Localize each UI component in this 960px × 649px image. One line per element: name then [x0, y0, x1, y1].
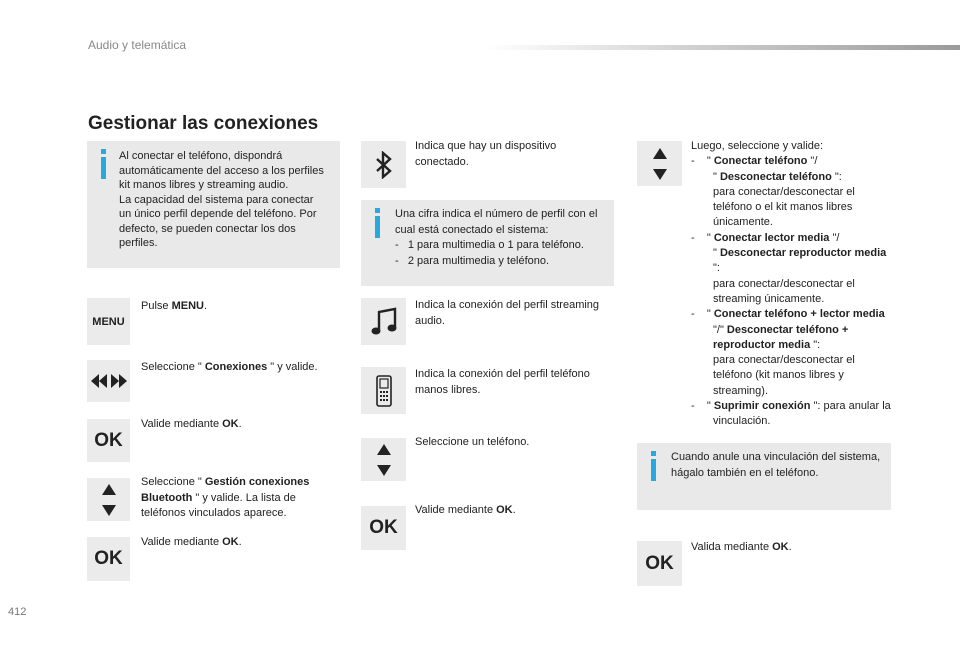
- bluetooth-description: Indica que hay un dispositivo conectado.: [415, 140, 557, 168]
- header-gradient-bar: [486, 45, 960, 50]
- info-icon: [101, 149, 106, 179]
- streaming-description: Indica la conexión del perfil streaming audio.: [415, 299, 600, 327]
- step-validate-ok: Valide mediante OK.: [141, 536, 242, 548]
- info-note-connection: [87, 141, 340, 268]
- bluetooth-icon: [361, 141, 406, 188]
- page-title: Gestionar las conexiones: [88, 113, 319, 134]
- menu-button-icon: MENU: [87, 298, 130, 345]
- step-validate-ok: Valida mediante OK.: [691, 541, 792, 553]
- option-connect-both: - " Conectar teléfono + lector media "/" Desconectar teléfono + reproductor media ": para conectar/desconectar el teléfono (kit manos libres y streaming).: [691, 308, 885, 397]
- up-down-arrows-icon: [87, 478, 130, 521]
- step-press-menu: Pulse MENU.: [141, 300, 208, 312]
- options-intro: Luego, seleccione y valide:: [691, 140, 824, 152]
- profile-note-item: - 2 para multimedia y teléfono.: [395, 254, 550, 267]
- ok-button-icon: OK: [87, 419, 130, 462]
- option-connect-phone: - " Conectar teléfono "/ " Desconectar teléfono ": para conectar/desconectar el teléfono o el kit manos libres únicamente.: [691, 155, 855, 229]
- step-select-phone: Seleccione un teléfono.: [415, 436, 530, 448]
- options-list: [691, 139, 896, 430]
- info-note-profile: [361, 200, 614, 286]
- profile-note-item: - 1 para multimedia o 1 para teléfono.: [395, 239, 584, 251]
- option-connect-media: - " Conectar lector media "/ " Desconectar reproductor media ": para conectar/desconectar el streaming únicamente.: [691, 231, 887, 305]
- page-number: 412: [8, 606, 27, 618]
- info-icon: [651, 451, 656, 481]
- music-note-icon: [361, 298, 406, 345]
- info-note-text: Al conectar el teléfono, dispondrá automáticamente del acceso a los perfiles kit manos libres y streaming audio. La capacidad del sistema para conectar un único perfil depende del teléfono. Por defecto, se pueden conectar los dos perfiles.: [119, 150, 324, 249]
- left-right-arrows-icon: [87, 360, 130, 402]
- ok-button-icon: OK: [361, 506, 406, 550]
- step-select-bluetooth: Seleccione " Gestión conexiones Bluetooth " y valide. La lista de teléfonos vinculados aparece.: [141, 476, 310, 519]
- up-down-arrows-icon: [637, 141, 682, 186]
- unpair-note-text: Cuando anule una vinculación del sistema, hágalo también en el teléfono.: [671, 451, 881, 479]
- section-header: Audio y telemática: [88, 38, 187, 52]
- step-select-conexiones: Seleccione " Conexiones " y valide.: [141, 361, 318, 373]
- option-delete-connection: - " Suprimir conexión ": para anular la vinculación.: [691, 400, 891, 428]
- ok-button-icon: OK: [87, 537, 130, 581]
- info-icon: [375, 208, 380, 238]
- info-note-unpair: [637, 443, 891, 510]
- profile-note-intro: Una cifra indica el número de perfil con el cual está conectado el sistema:: [395, 208, 598, 236]
- step-validate-ok: Valide mediante OK.: [141, 418, 242, 430]
- phone-description: Indica la conexión del perfil teléfono manos libres.: [415, 368, 590, 396]
- step-validate-ok: Valide mediante OK.: [415, 504, 516, 516]
- mobile-phone-icon: [361, 367, 406, 414]
- ok-button-icon: OK: [637, 541, 682, 586]
- up-down-arrows-icon: [361, 438, 406, 481]
